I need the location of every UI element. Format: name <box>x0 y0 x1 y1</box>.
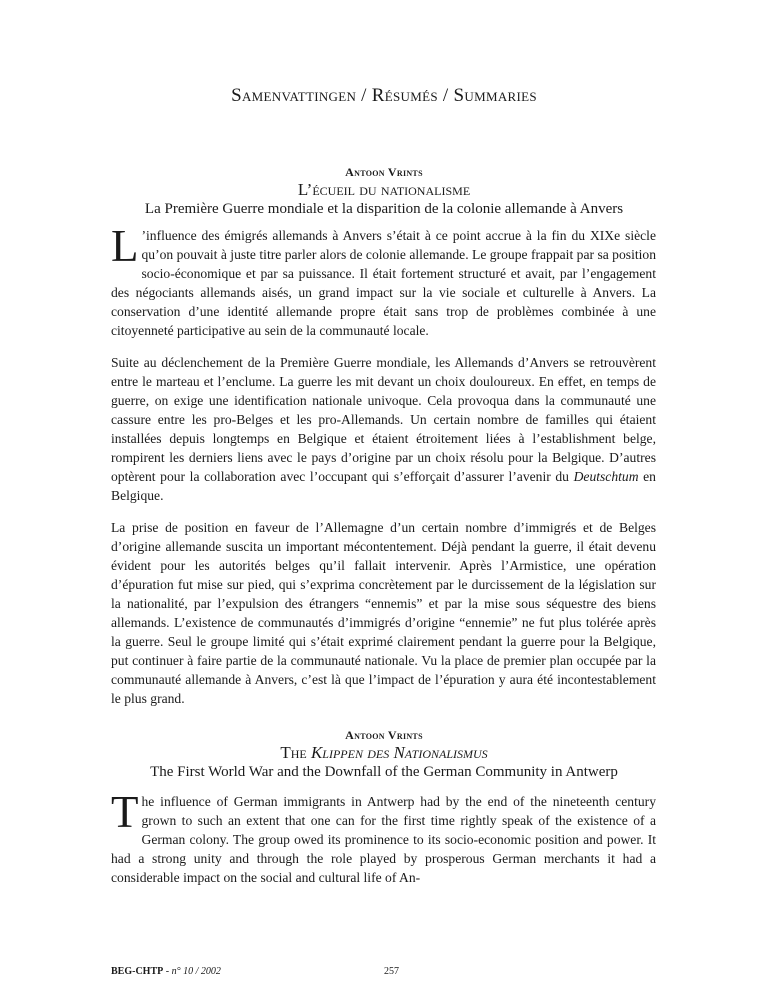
page-number: 257 <box>384 966 399 977</box>
article-1-paragraph-1 <box>111 221 656 340</box>
drop-cap: L <box>111 221 139 271</box>
title-prefix: The <box>280 743 307 762</box>
article-1-title: L’écueil du nationalisme <box>297 180 471 199</box>
paragraph-text: ’influence des émigrés allemands à Anvers s’était à ce point accrue à la fin du XIXe siècle qu’on pouvait à juste titre parler alors de colonie allemande. Le groupe frappait par sa position socio-économique et par sa puissance. Il était fortement structuré et avait, par l’engagement des négociants allemands aisés, un grand impact sur la vie sociale et culturelle à Anvers. La conservation d’une identité allemande propre était sans trop de problèmes combinée à une citoyenneté participative au sein de la communauté locale. <box>111 228 656 338</box>
article-1-paragraph-3: La prise de position en faveur de l’Allemagne d’un certain nombre d’immigrés et de Belges d’origine allemande suscita un important mécontentement. Déjà pendant la guerre, il était devenu évident pour les autorités belges qu’il fallait intervenir. Après l’Armistice, une opération d’épuration fut mise sur pied, qui s’exprima concrètement par le durcissement de la législation sur la nationalité, par l’expulsion des étrangers “ennemis” et par la mise sous séquestre des biens allemands. L’existence de communautés d’immigrés d’origine “ennemie” ne fut plus tolérée après la guerre. Seul le groupe limité qui s’était exprimé clairement pendant la guerre pour la Belgique, put continuer à faire partie de la communauté nationale. Vu la place de premier plan occupée par la communauté allemande à Anvers, c’est là que l’impact de l’épuration y aura été incontestablement le plus grand. <box>111 520 656 706</box>
article-2-paragraph-1 <box>111 787 656 887</box>
article-2-header <box>0 727 768 782</box>
article-1-header <box>0 164 768 219</box>
article-2-title <box>0 743 768 763</box>
article-1-paragraph-2 <box>111 353 656 505</box>
article-2-author: Antoon Vrints <box>345 728 423 742</box>
paragraph-text: he influence of German immigrants in Antwerp had by the end of the nineteenth century grown to such an extent that one can for the first time rightly speak of the existence of a German colony. The group owed its prominence to its socio-economic position and power. It had a strong unity and through the role played by prosperous German merchants it had a considerable impact on the social and cultural life of An- <box>111 794 656 885</box>
page-title: Samenvattingen / Résumés / Summaries <box>231 85 537 106</box>
paragraph-text-end: en Belgique. <box>111 469 656 503</box>
footer-journal <box>111 966 221 977</box>
article-1-author: Antoon Vrints <box>345 165 423 179</box>
drop-cap: T <box>111 787 139 837</box>
article-1-body <box>111 221 656 721</box>
journal-issue: - n° 10 / 2002 <box>165 966 221 977</box>
paragraph-text: Suite au déclenchement de la Première Guerre mondiale, les Allemands d’Anvers se retrouvèrent entre le marteau et l’enclume. La guerre les mit devant un choix douloureux. En effet, en temps de guerre, on exige une identification nationale univoque. Cela provoqua dans la communauté une cassure entre les pro-Belges et les pro-Allemands. Un certain nombre de familles qui étaient installées depuis longtemps en Belgique et étaient étroitement liées à l’establishment belge, rompirent les derniers liens avec le pays d’origine par un choix résolu pour la Belgique. D’autres optèrent pour la collaboration avec l’occupant qui s’efforçait d’assurer l’avenir du <box>111 355 656 484</box>
article-2-body <box>111 787 656 900</box>
article-1-subtitle: La Première Guerre mondiale et la disparition de la colonie allemande à Anvers <box>144 201 624 217</box>
emphasis-term: Deutschtum <box>573 469 639 484</box>
title-italic: Klippen des Nationalismus <box>310 743 488 762</box>
article-2-subtitle: The First World War and the Downfall of the German Community in Antwerp <box>150 764 618 780</box>
journal-name: BEG-CHTP <box>111 966 164 977</box>
